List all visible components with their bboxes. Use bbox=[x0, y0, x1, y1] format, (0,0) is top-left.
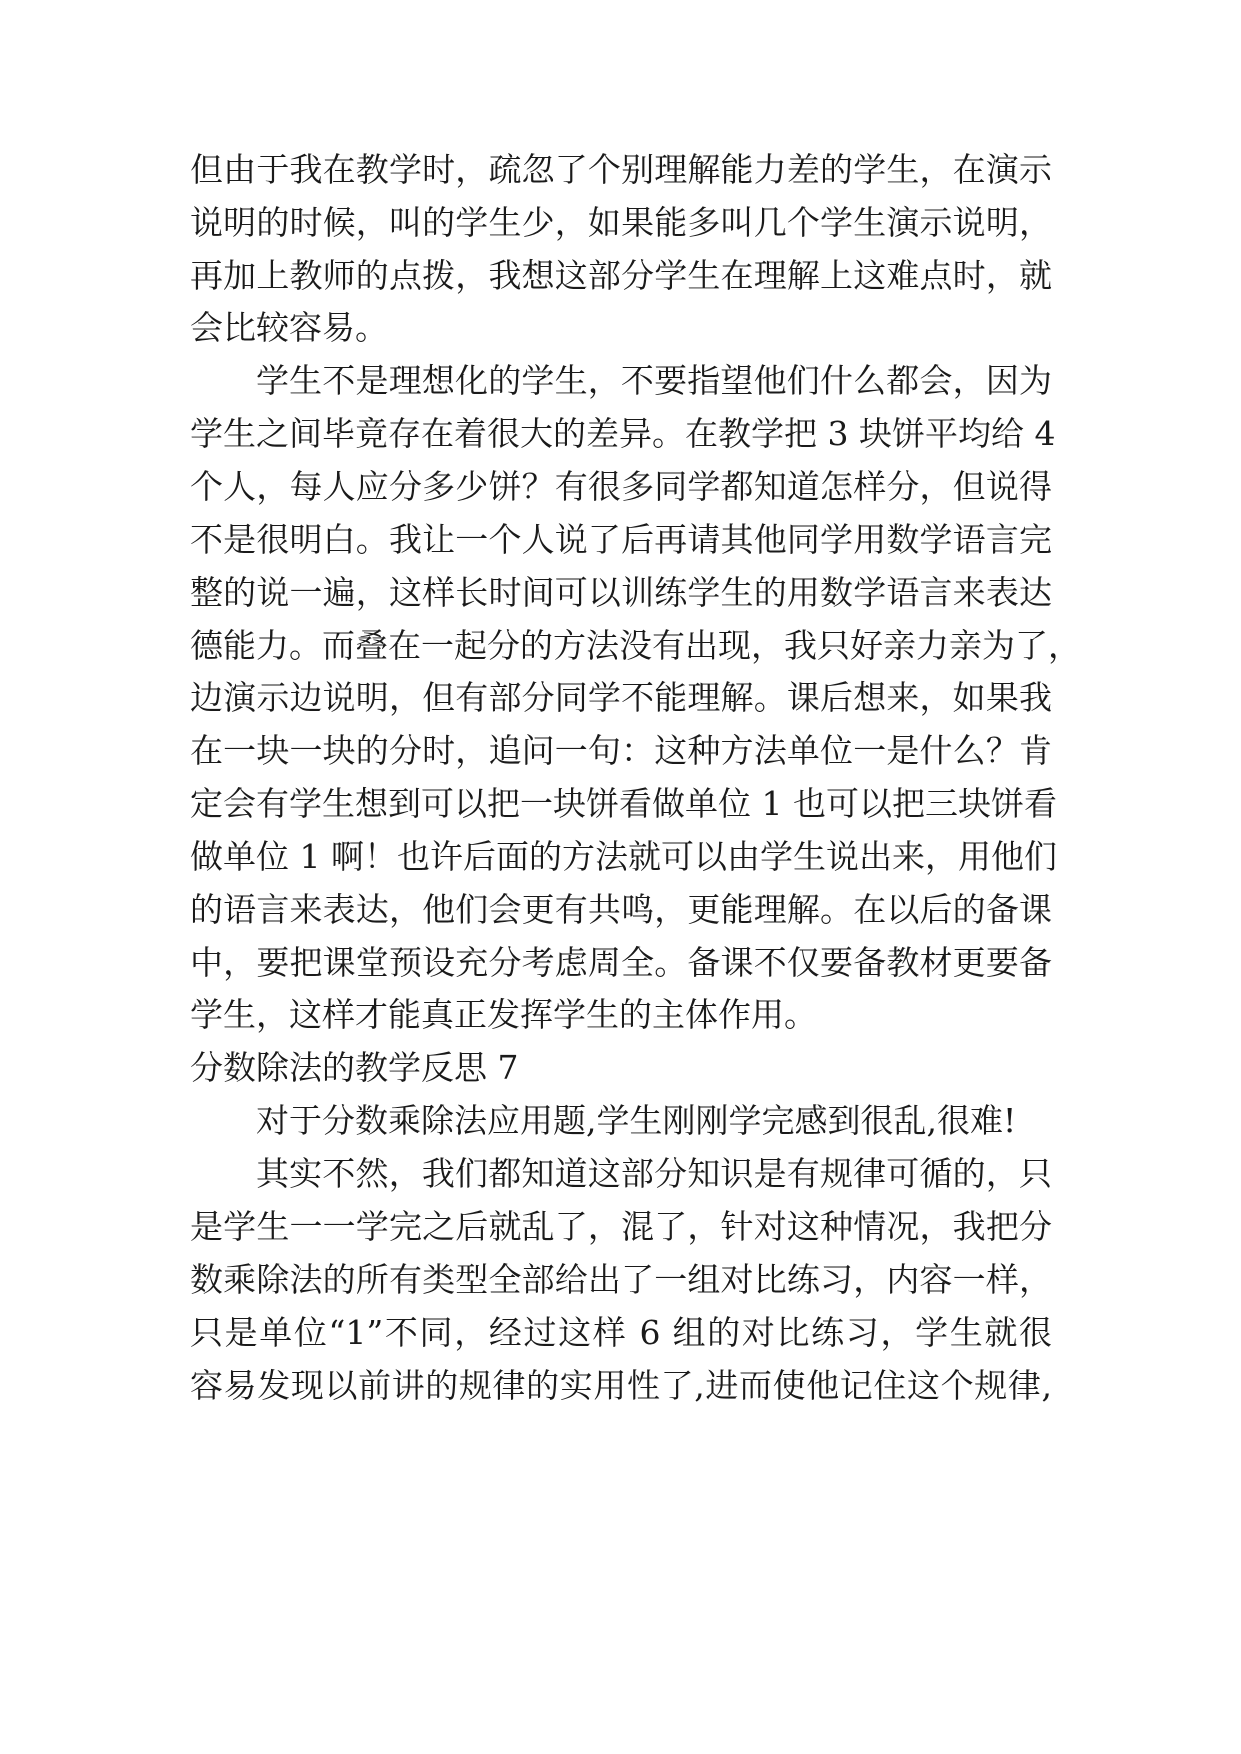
paragraph-line: 其实不然，我们都知道这部分知识是有规律可循的，只 bbox=[256, 1154, 1052, 1193]
paragraph-line: 对于分数乘除法应用题,学生刚刚学完感到很乱,很难! bbox=[256, 1101, 1017, 1140]
paragraph-line: 是学生一一学完之后就乱了，混了，针对这种情况，我把分 bbox=[190, 1207, 1052, 1246]
paragraph-line: 在一块一块的分时，追问一句：这种方法单位一是什么？肯 bbox=[190, 731, 1052, 770]
paragraph-line: 边演示边说明，但有部分同学不能理解。课后想来，如果我 bbox=[190, 678, 1052, 717]
paragraph-line: 容易发现以前讲的规律的实用性了,进而使他记住这个规律, bbox=[190, 1366, 1052, 1405]
paragraph-line: 学生不是理想化的学生，不要指望他们什么都会，因为 bbox=[256, 361, 1052, 400]
paragraph-line: 不是很明白。我让一个人说了后再请其他同学用数学语言完 bbox=[190, 520, 1052, 559]
paragraph-line: 数乘除法的所有类型全部给出了一组对比练习，内容一样， bbox=[190, 1260, 1052, 1299]
paragraph-line: 中，要把课堂预设充分考虑周全。备课不仅要备教材更要备 bbox=[190, 943, 1052, 982]
paragraph-line: 说明的时候，叫的学生少，如果能多叫几个学生演示说明， bbox=[190, 203, 1052, 242]
paragraph-line: 再加上教师的点拨，我想这部分学生在理解上这难点时，就 bbox=[190, 256, 1052, 295]
paragraph-line: 只是单位“1”不同，经过这样 6 组的对比练习，学生就很 bbox=[190, 1313, 1052, 1352]
section-heading: 分数除法的教学反思 7 bbox=[190, 1048, 519, 1087]
paragraph-line: 但由于我在教学时，疏忽了个别理解能力差的学生，在演示 bbox=[190, 150, 1052, 189]
paragraph-line: 整的说一遍，这样长时间可以训练学生的用数学语言来表达 bbox=[190, 573, 1052, 612]
paragraph-line: 学生之间毕竟存在着很大的差异。在教学把 3 块饼平均给 4 bbox=[190, 414, 1056, 453]
paragraph-line: 个人，每人应分多少饼？有很多同学都知道怎样分，但说得 bbox=[190, 467, 1052, 506]
paragraph-line: 定会有学生想到可以把一块饼看做单位 1 也可以把三块饼看 bbox=[190, 784, 1057, 823]
paragraph-line: 学生，这样才能真正发挥学生的主体作用。 bbox=[190, 995, 817, 1034]
paragraph-line: 德能力。而叠在一起分的方法没有出现，我只好亲力亲为了， bbox=[190, 626, 1081, 665]
paragraph-line: 会比较容易。 bbox=[190, 308, 388, 347]
paragraph-line: 的语言来表达，他们会更有共鸣，更能理解。在以后的备课 bbox=[190, 890, 1052, 929]
paragraph-line: 做单位 1 啊！也许后面的方法就可以由学生说出来，用他们 bbox=[190, 837, 1057, 876]
